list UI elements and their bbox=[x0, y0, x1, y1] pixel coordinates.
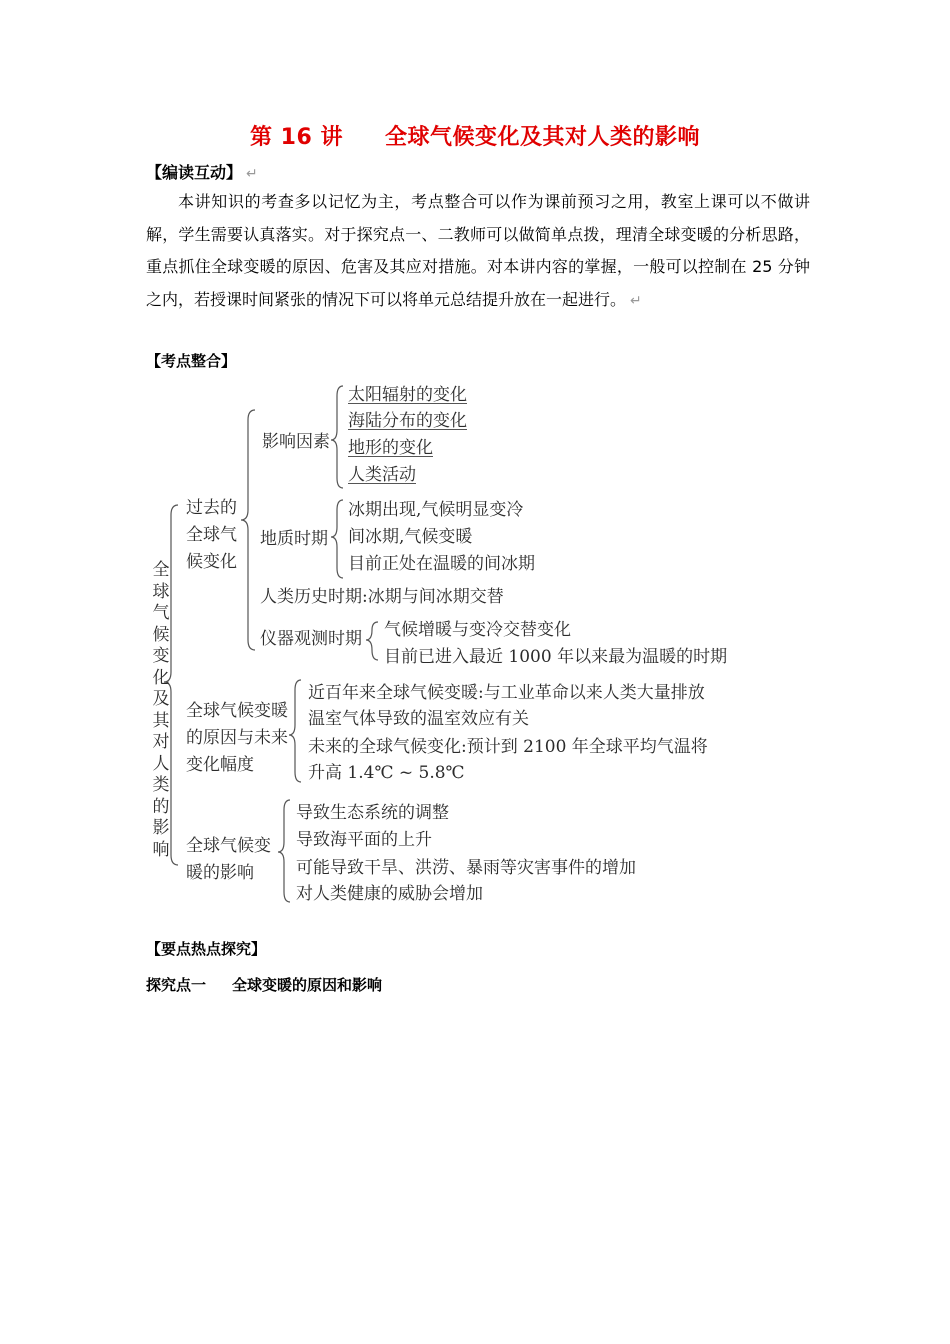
cause-line: 升高 1.4℃ ~ 5.8℃ bbox=[308, 763, 465, 783]
factor-item: 地形的变化 bbox=[348, 438, 433, 458]
impact-item: 对人类健康的威胁会增加 bbox=[296, 884, 483, 904]
impact-item: 可能导致干旱、洪涝、暴雨等灾害事件的增加 bbox=[296, 858, 636, 878]
cause-line: 近百年来全球气候变暖:与工业革命以来人类大量排放 bbox=[308, 683, 705, 703]
branch-cause-label: 全球气候变暖的原因与未来变化幅度 bbox=[186, 701, 288, 775]
historic-period: 人类历史时期:冰期与间冰期交替 bbox=[260, 587, 504, 607]
explore-point bbox=[146, 974, 382, 995]
explore-point-title: 全球变暖的原因和影响 bbox=[232, 976, 383, 994]
explore-point-label: 探究点一 bbox=[146, 976, 207, 994]
branch-impact-label: 全球气候变暖的影响 bbox=[186, 836, 271, 883]
geologic-item: 冰期出现,气候明显变冷 bbox=[348, 500, 524, 520]
factor-item: 太阳辐射的变化 bbox=[348, 385, 467, 405]
factor-item: 人类活动 bbox=[348, 465, 416, 485]
section-heading-text: 【编读互动】 bbox=[146, 163, 243, 182]
instrument-label: 仪器观测时期 bbox=[260, 629, 362, 649]
paragraph-mark: ↵ bbox=[630, 292, 642, 309]
cause-line: 未来的全球气候变化:预计到 2100 年全球平均气温将 bbox=[308, 737, 708, 757]
lecture-topic: 全球气候变化及其对人类的影响 bbox=[384, 125, 700, 150]
instrument-item: 气候增暖与变冷交替变化 bbox=[384, 620, 571, 640]
intro-text: 本讲知识的考查多以记忆为主，考点整合可以作为课前预习之用，教室上课可以不做讲解，学生需要认真落实。对于探究点一、二教师可以做简单点拨，理清全球变暖的分析思路，重点抓住全球变暖的原因、危害及其应对措施。对本讲内容的掌握，一般可以控制在 25 分钟之内，若授课时间紧张的情况下可以将单元总结提升放在一起进行。 bbox=[146, 192, 810, 309]
instrument-item: 目前已进入最近 1000 年以来最为温暖的时期 bbox=[384, 647, 728, 667]
impact-item: 导致生态系统的调整 bbox=[296, 803, 449, 823]
section-heading-explore: 【要点热点探究】 bbox=[146, 940, 267, 958]
geologic-item: 间冰期,气候变暖 bbox=[348, 527, 473, 547]
geologic-label: 地质时期 bbox=[260, 529, 328, 549]
branch-past-label: 过去的全球气候变化 bbox=[186, 498, 237, 572]
section-heading-points: 【考点整合】 bbox=[146, 352, 237, 370]
lecture-number: 第 16 讲 bbox=[250, 125, 343, 150]
paragraph-mark: ↵ bbox=[246, 166, 258, 182]
cause-line: 温室气体导致的温室效应有关 bbox=[308, 709, 529, 729]
geologic-item: 目前正处在温暖的间冰期 bbox=[348, 554, 535, 574]
impact-item: 导致海平面的上升 bbox=[296, 830, 432, 850]
factor-item: 海陆分布的变化 bbox=[348, 411, 467, 431]
factors-label: 影响因素 bbox=[262, 432, 330, 452]
diagram-root: 全球气候变化及其对人类的影响 bbox=[152, 560, 170, 860]
